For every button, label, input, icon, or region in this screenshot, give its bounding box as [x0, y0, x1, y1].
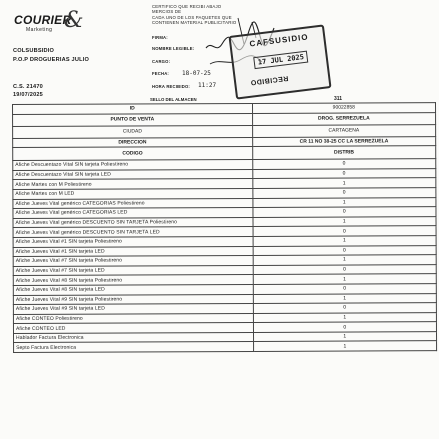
item-name: Afiche Jueves Vital genérico CATEGORIAS Poliestireno — [13, 198, 253, 209]
item-qty: 1 — [252, 197, 435, 207]
distribution-table — [12, 102, 437, 353]
item-qty: 1 — [253, 236, 436, 246]
item-qty: 1 — [253, 341, 436, 351]
stamp-top: CAFSUSIDIO — [249, 32, 310, 49]
item-name: Afiche Jueves Vital #7 SIN tarjeta LED — [13, 265, 253, 276]
item-qty: 0 — [253, 207, 436, 217]
logo-sub: Marketing — [26, 27, 53, 33]
logo-ampersand: & — [64, 8, 84, 33]
id-label: ID — [13, 103, 253, 114]
city-label: CIUDAD — [13, 125, 253, 138]
field-label-fecha: FECHA: — [152, 71, 170, 76]
pv-value: DROG. SERREZUELA — [252, 112, 436, 125]
received-stamp — [228, 24, 331, 99]
item-qty: 0 — [253, 264, 436, 274]
item-qty: 0 — [252, 168, 435, 178]
field-value-hora: 11:27 — [198, 82, 217, 89]
pop-name: P.O.P DROGUERIAS JULIO — [13, 57, 89, 63]
item-qty: 0 — [252, 159, 435, 169]
item-qty: 0 — [253, 226, 436, 236]
item-qty: 1 — [252, 178, 435, 188]
cs-number: C.S. 21470 — [13, 84, 43, 90]
item-name: Hablador Factura Electronica — [14, 332, 254, 343]
cert-line: MERCIOS DE — [152, 9, 182, 15]
item-name: Afiche Jueves Vital genérico CATEGORIAS LED — [13, 208, 253, 219]
id-value: 90022858 — [252, 103, 435, 113]
corner-number: 311 — [334, 96, 343, 102]
stamp-date: 17 JUL 2025 — [253, 51, 308, 70]
stamp-bottom: RECIBIDO — [249, 74, 289, 86]
item-qty: 0 — [252, 188, 435, 198]
item-name: Afiche Jueves Vital #7 SIN tarjeta Poliestireno — [13, 256, 253, 267]
item-name: Afiche Jueves Vital #8 SIN tarjeta Poliestireno — [13, 275, 253, 286]
item-name: Afiche CONTEO LED — [13, 323, 253, 334]
item-qty: 1 — [253, 274, 436, 284]
item-qty: 1 — [253, 255, 436, 265]
city-value: CARTAGENA — [252, 124, 436, 137]
item-qty: 1 — [253, 216, 436, 226]
field-label-firma: FIRMA: — [152, 35, 168, 40]
item-qty: 0 — [253, 245, 436, 255]
logo-name: COURIER — [14, 13, 72, 27]
item-qty: 1 — [253, 312, 436, 322]
item-name: Afiche Jueves Vital #9 SIN tarjeta LED — [13, 304, 253, 315]
cert-line: CONTIENEN MATERIAL PUBLICITARIO — [152, 20, 237, 26]
item-qty: 0 — [253, 322, 436, 332]
address-label: DIRECCION — [13, 137, 253, 148]
column-header-item: CODIGO — [13, 147, 253, 161]
item-qty: 1 — [253, 332, 436, 342]
item-qty: 1 — [253, 293, 436, 303]
item-name: Afiche Jueves Vital genérico DESCUENTO SIN TARJETA Poliestireno — [13, 217, 253, 228]
item-name: Afiche Jueves Vital #9 SIN tarjeta Poliestireno — [13, 294, 253, 305]
document-date: 19/07/2025 — [13, 92, 43, 98]
cert-line: CADA UNO DE LOS PAQUETES QUE — [152, 14, 232, 20]
item-name: Afiche Martes con M LED — [13, 188, 253, 199]
item-name: Afiche Jueves Vital #1 SIN tarjeta Poliestireno — [13, 236, 253, 247]
client-name: COLSUBSIDIO — [13, 48, 55, 54]
field-label-nombre: NOMBRE LEGIBLE: — [152, 46, 195, 51]
item-name: Afiche Jueves Vital #1 SIN tarjeta LED — [13, 246, 253, 257]
item-name: Afiche Jueves Vital #8 SIN tarjeta LED — [13, 284, 253, 295]
pv-label: PUNTO DE VENTA — [13, 113, 253, 126]
column-header-qty: DISTRIB — [252, 146, 436, 160]
item-name: Afiche Descuentazo Vital SIN tarjeta LED — [13, 169, 253, 180]
item-name: Afiche CONTEO Poliestireno — [13, 313, 253, 324]
item-qty: 0 — [253, 284, 436, 294]
field-label-hora: HORA RECIBIDO: — [152, 84, 191, 89]
item-name: Septo Factura Electronica — [14, 342, 254, 353]
field-label-cargo: CARGO: — [152, 59, 171, 64]
item-name: Afiche Martes con M Poliestireno — [13, 179, 253, 190]
cert-line: CERTIFICO QUE RECIBI ABAJO — [152, 4, 222, 9]
store-seal-label: SELLO DEL ALMACEN — [150, 97, 197, 102]
field-value-fecha: 18-07-25 — [182, 70, 211, 77]
item-name: Afiche Jueves Vital genérico DESCUENTO SIN TARJETA LED — [13, 227, 253, 238]
item-qty: 0 — [253, 303, 436, 313]
item-name: Afiche Descuentazo Vital SIN tarjeta Poliestireno — [13, 160, 253, 171]
address-value: CR 11 NO 38-25 CC LA SERREZUELA — [252, 136, 435, 146]
table-row — [14, 341, 437, 352]
courier-logo — [12, 7, 82, 41]
